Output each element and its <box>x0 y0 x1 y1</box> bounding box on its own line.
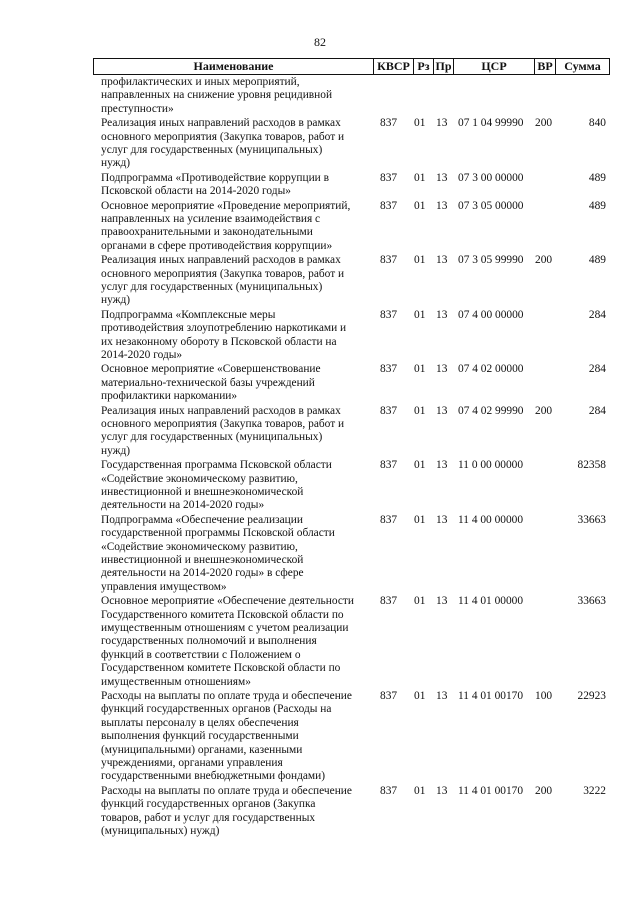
row-kvsr: 837 <box>380 784 398 797</box>
row-sum: 840 <box>588 117 606 130</box>
row-rz: 01 <box>414 254 426 267</box>
row-kvsr: 837 <box>380 404 398 417</box>
row-rz: 01 <box>414 199 426 212</box>
row-name <box>101 200 363 254</box>
row-name-line: функций государственных органов (Расходы на <box>101 703 332 716</box>
header-rz: Рз <box>413 59 433 74</box>
row-name <box>101 785 363 839</box>
row-pr: 13 <box>436 404 448 417</box>
row-pr: 13 <box>436 689 448 702</box>
row-vr: 200 <box>535 784 553 797</box>
row-name-line: Псковской области на 2014-2020 годы» <box>101 185 291 198</box>
table-row <box>0 690 640 785</box>
row-name <box>101 405 363 459</box>
row-kvsr: 837 <box>380 595 398 608</box>
row-name-line: нужд) <box>101 444 131 457</box>
row-name-line: государственными внебюджетными фондами) <box>101 770 326 783</box>
table-row <box>0 785 640 840</box>
row-sum: 284 <box>588 363 606 376</box>
header-kvsr: КВСР <box>373 59 413 74</box>
row-vr: 200 <box>535 254 553 267</box>
row-name-line: Реализация иных направлений расходов в рамках <box>101 254 341 267</box>
row-name-line: инвестиционной и внешнеэкономической <box>101 553 304 566</box>
row-vr: 200 <box>535 117 553 130</box>
row-name-line: профилактических и иных мероприятий, <box>101 76 300 88</box>
table-row <box>0 595 640 690</box>
row-name <box>101 172 363 199</box>
row-name-line: Подпрограмма «Противодействие коррупции в <box>101 171 329 184</box>
row-sum: 33663 <box>577 595 606 608</box>
row-sum: 284 <box>588 404 606 417</box>
row-csr: 07 3 05 00000 <box>458 199 524 212</box>
row-rz: 01 <box>414 595 426 608</box>
table-row <box>0 254 640 309</box>
row-name-line: выплаты персоналу в целях обеспечения <box>101 716 299 729</box>
row-name <box>101 595 363 689</box>
row-name-line: Государственном комитете Псковской области по <box>101 662 341 675</box>
row-name-line: управления имуществом» <box>101 580 227 593</box>
row-name-line: 2014-2020 годы» <box>101 348 183 361</box>
row-name-line: правоохранительными и законодательными <box>101 226 313 239</box>
row-name-line: деятельности на 2014-2020 годы» <box>101 499 265 512</box>
row-name-line: Подпрограмма «Обеспечение реализации <box>101 513 303 526</box>
row-csr: 11 4 01 00170 <box>458 784 524 797</box>
row-name-line: имущественным отношениям» <box>101 675 251 688</box>
row-name-line: «Содействие экономическому развитию, <box>101 540 298 553</box>
row-name-line: (муниципальными) органами, казенными <box>101 743 303 756</box>
row-name <box>101 690 363 784</box>
row-kvsr: 837 <box>380 199 398 212</box>
row-name <box>101 254 363 308</box>
row-vr: 100 <box>535 689 553 702</box>
row-csr: 07 4 02 00000 <box>458 363 524 376</box>
row-kvsr: 837 <box>380 171 398 184</box>
row-name-line: противодействия злоупотреблению наркотиками и <box>101 322 347 335</box>
header-pr: Пр <box>433 59 453 74</box>
row-name <box>101 76 363 116</box>
row-name-line: государственной программы Псковской области <box>101 527 335 540</box>
row-rz: 01 <box>414 513 426 526</box>
table-row <box>0 76 640 117</box>
row-csr: 11 4 00 00000 <box>458 513 524 526</box>
row-name-line: деятельности на 2014-2020 годы» в сфере <box>101 567 304 580</box>
table-header <box>93 58 610 75</box>
table-row <box>0 172 640 200</box>
row-name-line: функций в соответствии с Положением о <box>101 648 301 661</box>
row-pr: 13 <box>436 117 448 130</box>
table-row <box>0 117 640 172</box>
row-csr: 11 0 00 00000 <box>458 459 524 472</box>
row-csr: 07 4 02 99990 <box>458 404 524 417</box>
header-sum: Сумма <box>555 59 609 74</box>
row-name-line: преступности» <box>101 102 174 115</box>
row-csr: 07 1 04 99990 <box>458 117 524 130</box>
row-sum: 82358 <box>577 459 606 472</box>
row-sum: 489 <box>588 199 606 212</box>
row-rz: 01 <box>414 689 426 702</box>
row-csr: 11 4 01 00000 <box>458 595 524 608</box>
row-rz: 01 <box>414 404 426 417</box>
row-name-line: профилактики наркомании» <box>101 390 238 403</box>
row-name-line: инвестиционной и внешнеэкономической <box>101 485 304 498</box>
row-pr: 13 <box>436 595 448 608</box>
row-sum: 284 <box>588 308 606 321</box>
row-rz: 01 <box>414 459 426 472</box>
row-rz: 01 <box>414 784 426 797</box>
row-kvsr: 837 <box>380 459 398 472</box>
table-row <box>0 459 640 514</box>
row-name-line: учреждениями, органами управления <box>101 756 283 769</box>
row-csr: 07 3 05 99990 <box>458 254 524 267</box>
row-name <box>101 514 363 594</box>
row-pr: 13 <box>436 513 448 526</box>
row-sum: 489 <box>588 171 606 184</box>
row-name-line: услуг для государственных (муниципальных) <box>101 280 323 293</box>
header-vr: ВР <box>534 59 555 74</box>
row-name-line: Реализация иных направлений расходов в рамках <box>101 117 341 130</box>
row-name-line: их незаконному обороту в Псковской области на <box>101 335 337 348</box>
table-row <box>0 200 640 255</box>
row-name-line: (муниципальных) нужд) <box>101 824 220 837</box>
row-kvsr: 837 <box>380 689 398 702</box>
row-kvsr: 837 <box>380 363 398 376</box>
row-name-line: товаров, работ и услуг для государственных <box>101 811 316 824</box>
row-name-line: Основное мероприятие «Проведение мероприятий, <box>101 199 351 212</box>
row-csr: 11 4 01 00170 <box>458 689 524 702</box>
table-body <box>0 76 640 839</box>
row-name-line: органами в сфере противодействия коррупции» <box>101 239 333 252</box>
row-name-line: Реализация иных направлений расходов в рамках <box>101 404 341 417</box>
row-name-line: основного мероприятия (Закупка товаров, работ и <box>101 417 345 430</box>
row-name-line: выполнения функций государственными <box>101 730 299 743</box>
row-rz: 01 <box>414 171 426 184</box>
header-name: Наименование <box>193 59 274 73</box>
row-pr: 13 <box>436 308 448 321</box>
row-pr: 13 <box>436 459 448 472</box>
row-rz: 01 <box>414 363 426 376</box>
row-name-line: Расходы на выплаты по оплате труда и обеспечение <box>101 784 352 797</box>
row-name <box>101 459 363 513</box>
table-row <box>0 514 640 595</box>
row-kvsr: 837 <box>380 308 398 321</box>
row-sum: 489 <box>588 254 606 267</box>
row-name <box>101 363 363 403</box>
row-name-line: Подпрограмма «Комплексные меры <box>101 308 276 321</box>
row-rz: 01 <box>414 117 426 130</box>
row-name-line: Расходы на выплаты по оплате труда и обеспечение <box>101 689 352 702</box>
row-name-line: Государственная программа Псковской области <box>101 459 332 472</box>
row-pr: 13 <box>436 171 448 184</box>
header-csr: ЦСР <box>453 59 534 74</box>
row-vr: 200 <box>535 404 553 417</box>
row-sum: 3222 <box>583 784 606 797</box>
row-name-line: государственных полномочий и выполнения <box>101 635 317 648</box>
page-number: 82 <box>314 35 326 49</box>
row-pr: 13 <box>436 784 448 797</box>
row-name <box>101 117 363 171</box>
row-kvsr: 837 <box>380 117 398 130</box>
row-name-line: Основное мероприятие «Совершенствование <box>101 363 321 376</box>
row-name-line: услуг для государственных (муниципальных) <box>101 431 323 444</box>
row-name-line: направленных на усиление взаимодействия с <box>101 212 321 225</box>
row-name-line: функций государственных органов (Закупка <box>101 798 316 811</box>
row-csr: 07 3 00 00000 <box>458 171 524 184</box>
row-name-line: направленных на снижение уровня рецидивной <box>101 89 333 102</box>
row-sum: 33663 <box>577 513 606 526</box>
table-row <box>0 363 640 404</box>
row-pr: 13 <box>436 363 448 376</box>
row-kvsr: 837 <box>380 254 398 267</box>
row-rz: 01 <box>414 308 426 321</box>
row-pr: 13 <box>436 199 448 212</box>
row-name-line: основного мероприятия (Закупка товаров, работ и <box>101 267 345 280</box>
row-pr: 13 <box>436 254 448 267</box>
row-csr: 07 4 00 00000 <box>458 308 524 321</box>
row-name-line: нужд) <box>101 294 131 307</box>
row-name-line: Основное мероприятие «Обеспечение деятельности <box>101 595 354 608</box>
row-name-line: материально-технической базы учреждений <box>101 376 315 389</box>
row-name-line: «Содействие экономическому развитию, <box>101 472 298 485</box>
row-name-line: Государственного комитета Псковской области по <box>101 608 344 621</box>
row-name-line: имущественным отношениям с учетом реализации <box>101 621 349 634</box>
row-name-line: основного мероприятия (Закупка товаров, работ и <box>101 130 345 143</box>
row-sum: 22923 <box>577 689 606 702</box>
row-kvsr: 837 <box>380 513 398 526</box>
row-name <box>101 309 363 363</box>
row-name-line: услуг для государственных (муниципальных) <box>101 144 323 156</box>
table-row <box>0 309 640 364</box>
table-row <box>0 405 640 460</box>
row-name-line: нужд) <box>101 157 131 170</box>
